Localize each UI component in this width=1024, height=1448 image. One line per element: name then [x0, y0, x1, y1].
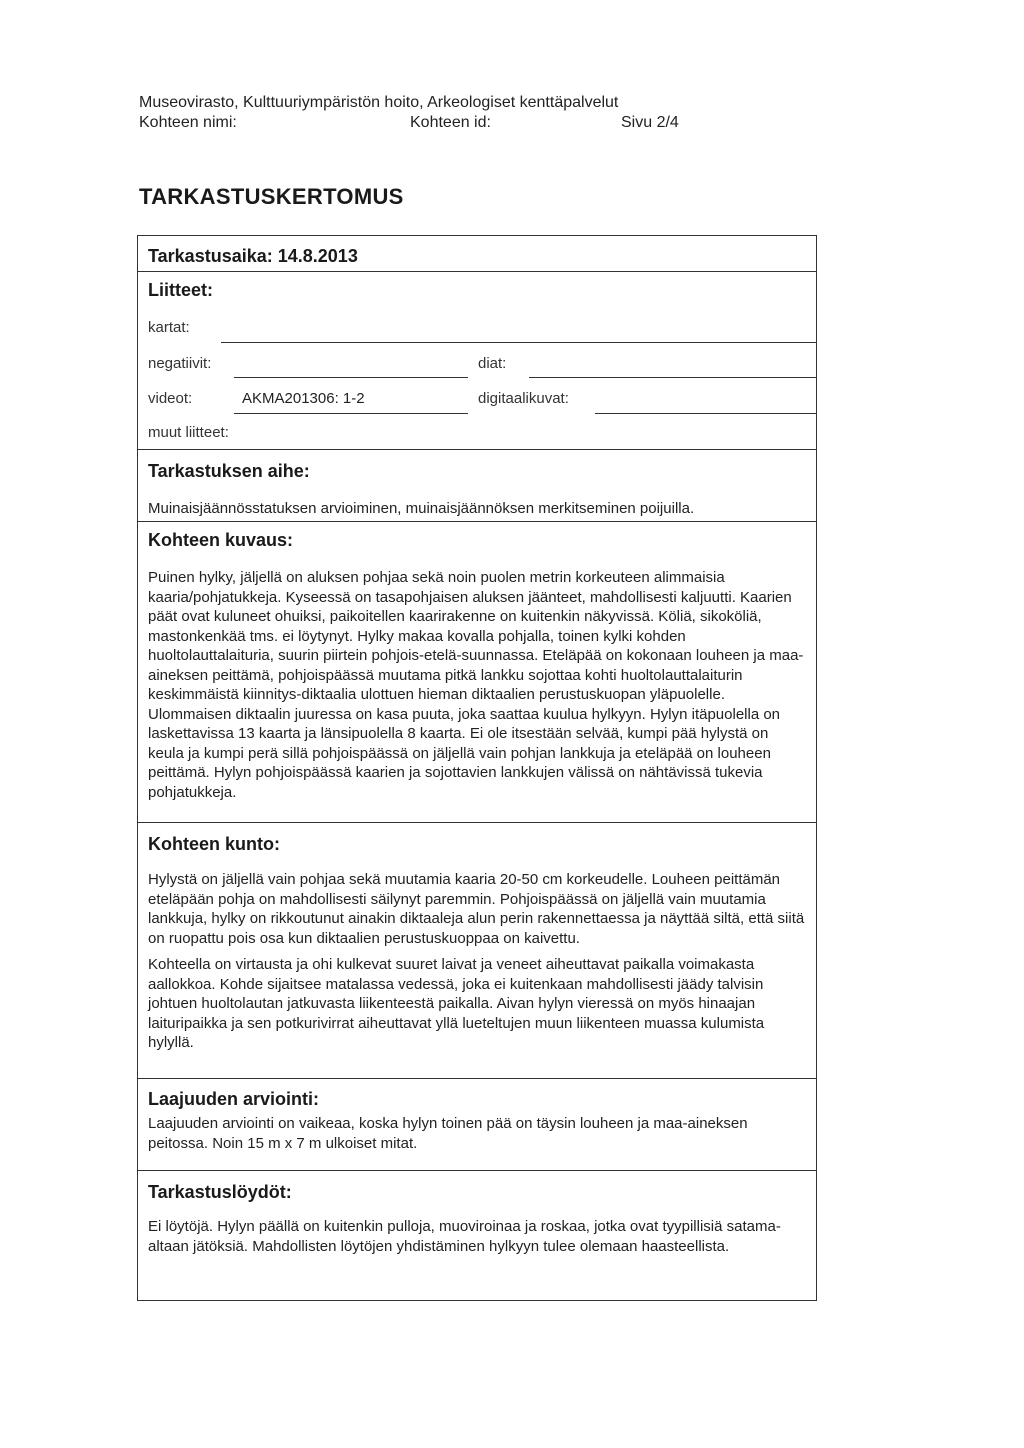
slides-label: diat:: [478, 355, 507, 372]
organization-line: Museovirasto, Kulttuuriympäristön hoito, Arkeologiset kenttäpalvelut: [139, 94, 619, 111]
digital-images-line: [595, 413, 816, 414]
digital-images-label: digitaalikuvat:: [478, 390, 569, 407]
videos-label: videot:: [148, 390, 193, 407]
condition-text-1: Hylystä on jäljellä vain pohjaa sekä muutamia kaaria 20-50 cm korkeudelle. Louheen peittämän eteläpään pohja on mahdollisesti säilynyt paremmin. Pohjoispäässä on jäljellä vain muutamia lankkuja, hylky on rikkoutunut ainakin diktaaleja alun perin rakennettaessa ja näyttää siltä, että siitä on ruopattu pois osa kun diktaalien perustuskuoppaa on kaivettu.: [148, 871, 805, 947]
page-number: Sivu 2/4: [621, 114, 679, 131]
divider: [138, 449, 816, 450]
divider: [138, 521, 816, 522]
page-header: [139, 93, 719, 133]
videos-value: AKMA201306: 1-2: [242, 390, 365, 407]
site-name-label: Kohteen nimi:: [139, 114, 237, 131]
maps-label: kartat:: [148, 319, 190, 336]
inspection-form: [137, 235, 817, 1301]
finds-heading: Tarkastuslöydöt:: [148, 1182, 292, 1202]
slides-line: [529, 377, 816, 378]
subject-text: Muinaisjäännösstatuksen arvioiminen, muinaisjäännöksen merkitseminen poijuilla.: [148, 500, 695, 517]
condition-heading: Kohteen kunto:: [148, 834, 280, 854]
maps-line: [221, 342, 816, 343]
inspection-date-value: 14.8.2013: [277, 246, 358, 266]
description-text: Puinen hylky, jäljellä on aluksen pohjaa sekä noin puolen metrin korkeuteen alimmaisia kaaria/pohjatukkeja. Kyseessä on tasapohjaisen aluksen jäänteet, mahdollisesti kaljuutti. Kaarien päät ovat kuluneet ohuiksi, paikoitellen kaarirakenne on kuitenkin näkyvissä. Köliä, sikoköliä, mastonkenkää tms. ei löytynyt. Hylky makaa kovalla pohjalla, toinen kylki kohden huoltolauttalaituria, suurin piirtein pohjois-etelä-suunnassa. Eteläpää on kokonaan louheen ja maa-aineksen peittämä, pohjoispäässä muutama pitkä lankku sojottaa kohti huoltolauttalaiturin keskimmäistä kiinnitys-diktaalia ulottuen hieman diktaalien perustuskuopan yläpuolelle. Ulommaisen diktaalin juuressa on kasa puuta, joka saattaa kuulua hylkyyn. Hylyn itäpuolella on laskettavissa 13 kaarta ja länsipuolella 8 kaarta. Ei ole itsestään selvää, kumpi pää hylystä on keula ja kumpi perä sillä pohjoispäässä on jäljellä vain pohjan lankkuja ja eteläpää on louheen peittämä. Hylyn pohjoispäässä kaarien ja sojottavien lankkujen välissä on nähtävissä tukevia pohjatukkeja.: [148, 569, 804, 801]
divider: [138, 822, 816, 823]
header-meta-row: [139, 113, 719, 133]
extent-text: Laajuuden arviointi on vaikeaa, koska hylyn toinen pää on täysin louheen ja maa-aineksen peitossa. Noin 15 m x 7 m ulkoiset mitat.: [148, 1115, 748, 1152]
videos-line: [234, 413, 468, 414]
finds-text: Ei löytöjä. Hylyn päällä on kuitenkin pulloja, muoviroinaa ja roskaa, jotka ovat tyypillisiä satama-altaan jätöksiä. Mahdollisten löytöjen yhdistäminen hylkyyn tulee olemaan haasteellista.: [148, 1218, 781, 1255]
negatives-line: [234, 377, 468, 378]
divider: [138, 1078, 816, 1079]
document-title: TARKASTUSKERTOMUS: [139, 184, 404, 209]
condition-text-2: Kohteella on virtausta ja ohi kulkevat suuret laivat ja veneet aiheuttavat paikalla voimakasta aallokkoa. Kohde sijaitsee matalassa vedessä, joka ei kuitenkaan mahdollisesti jäädy talvisin johtuen huoltolautan jatkuvasta liikenteestä paikalla. Aivan hylyn vieressä on myös hinaajan laituripaikka ja sen potkurivirrat aiheuttavat yllä lueteltujen muun liikenteen muassa kulumista hylyllä.: [148, 956, 765, 1051]
divider: [138, 1170, 816, 1171]
negatives-label: negatiivit:: [148, 355, 212, 372]
description-heading: Kohteen kuvaus:: [148, 530, 294, 550]
extent-heading: Laajuuden arviointi:: [148, 1089, 320, 1109]
inspection-date-label: Tarkastusaika:: [148, 246, 273, 266]
subject-heading: Tarkastuksen aihe:: [148, 461, 310, 481]
inspection-date-row: [148, 246, 358, 267]
site-id-label: Kohteen id:: [410, 114, 491, 131]
divider: [138, 271, 816, 272]
other-attachments-label: muut liitteet:: [148, 424, 229, 441]
attachments-heading: Liitteet:: [148, 280, 213, 300]
